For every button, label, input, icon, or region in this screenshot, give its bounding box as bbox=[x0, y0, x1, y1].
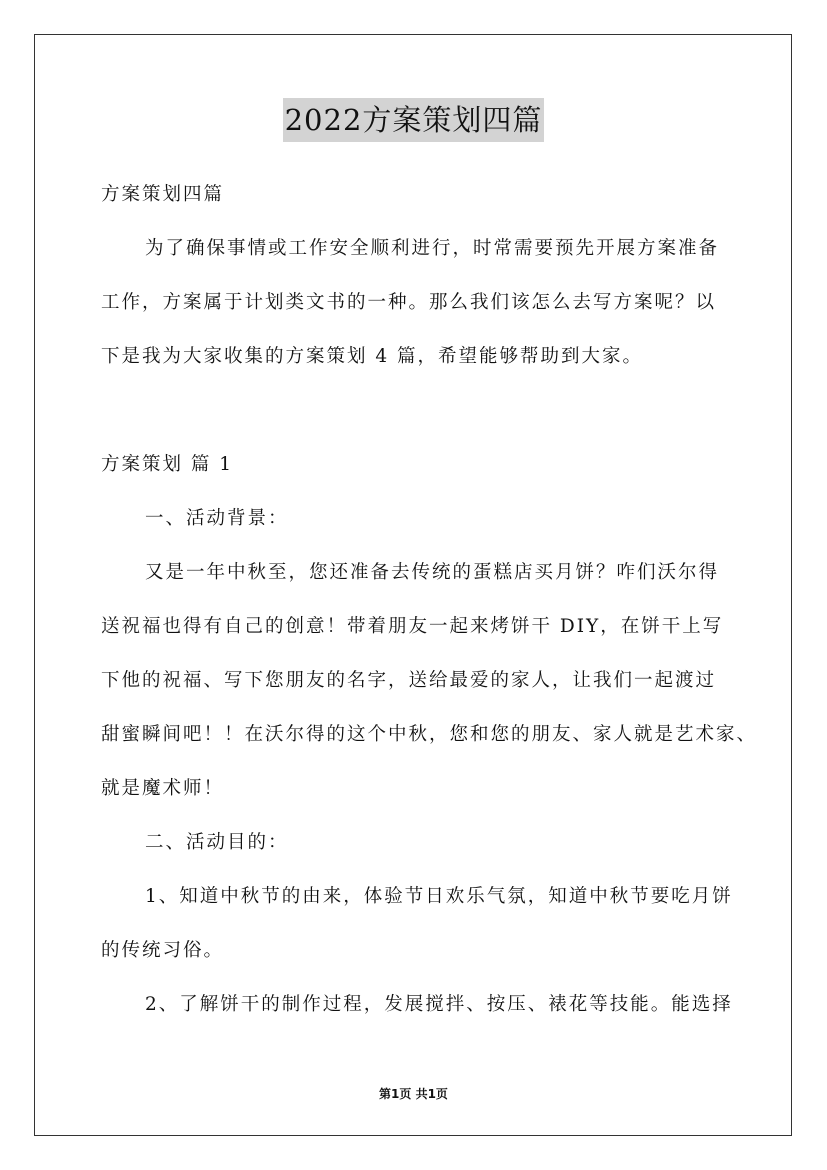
page-footer bbox=[0, 1085, 827, 1102]
subtitle: 方案策划四篇 bbox=[101, 184, 225, 205]
document-title bbox=[0, 98, 827, 142]
subsection-heading: 二、活动目的： bbox=[145, 832, 289, 853]
paragraph-line: 为了确保事情或工作安全顺利进行，时常需要预先开展方案准备 bbox=[145, 238, 720, 259]
paragraph-line: 送祝福也得有自己的创意！带着朋友一起来烤饼干 DIY，在饼干上写 bbox=[101, 616, 724, 637]
paragraph-line: 甜蜜瞬间吧！！在沃尔得的这个中秋，您和您的朋友、家人就是艺术家、 bbox=[101, 724, 758, 745]
paragraph-line: 的传统习俗。 bbox=[101, 940, 225, 961]
section-heading: 方案策划 篇 1 bbox=[101, 454, 234, 475]
paragraph-line: 1、知道中秋节的由来，体验节日欢乐气氛，知道中秋节要吃月饼 bbox=[145, 886, 733, 907]
paragraph-line: 就是魔术师！ bbox=[101, 778, 225, 799]
page-number: 第1页 共1页 bbox=[379, 1087, 448, 1101]
title-text: 2022方案策划四篇 bbox=[283, 98, 545, 142]
paragraph-line: 工作，方案属于计划类文书的一种。那么我们该怎么去写方案呢？以 bbox=[101, 292, 717, 313]
paragraph-line: 2、了解饼干的制作过程，发展搅拌、按压、裱花等技能。能选择 bbox=[145, 994, 733, 1015]
subsection-heading: 一、活动背景： bbox=[145, 508, 289, 529]
paragraph-line: 又是一年中秋至，您还准备去传统的蛋糕店买月饼？咋们沃尔得 bbox=[145, 562, 720, 583]
paragraph-line: 下是我为大家收集的方案策划 4 篇，希望能够帮助到大家。 bbox=[101, 346, 644, 367]
paragraph-line: 下他的祝福、写下您朋友的名字，送给最爱的家人，让我们一起渡过 bbox=[101, 670, 717, 691]
